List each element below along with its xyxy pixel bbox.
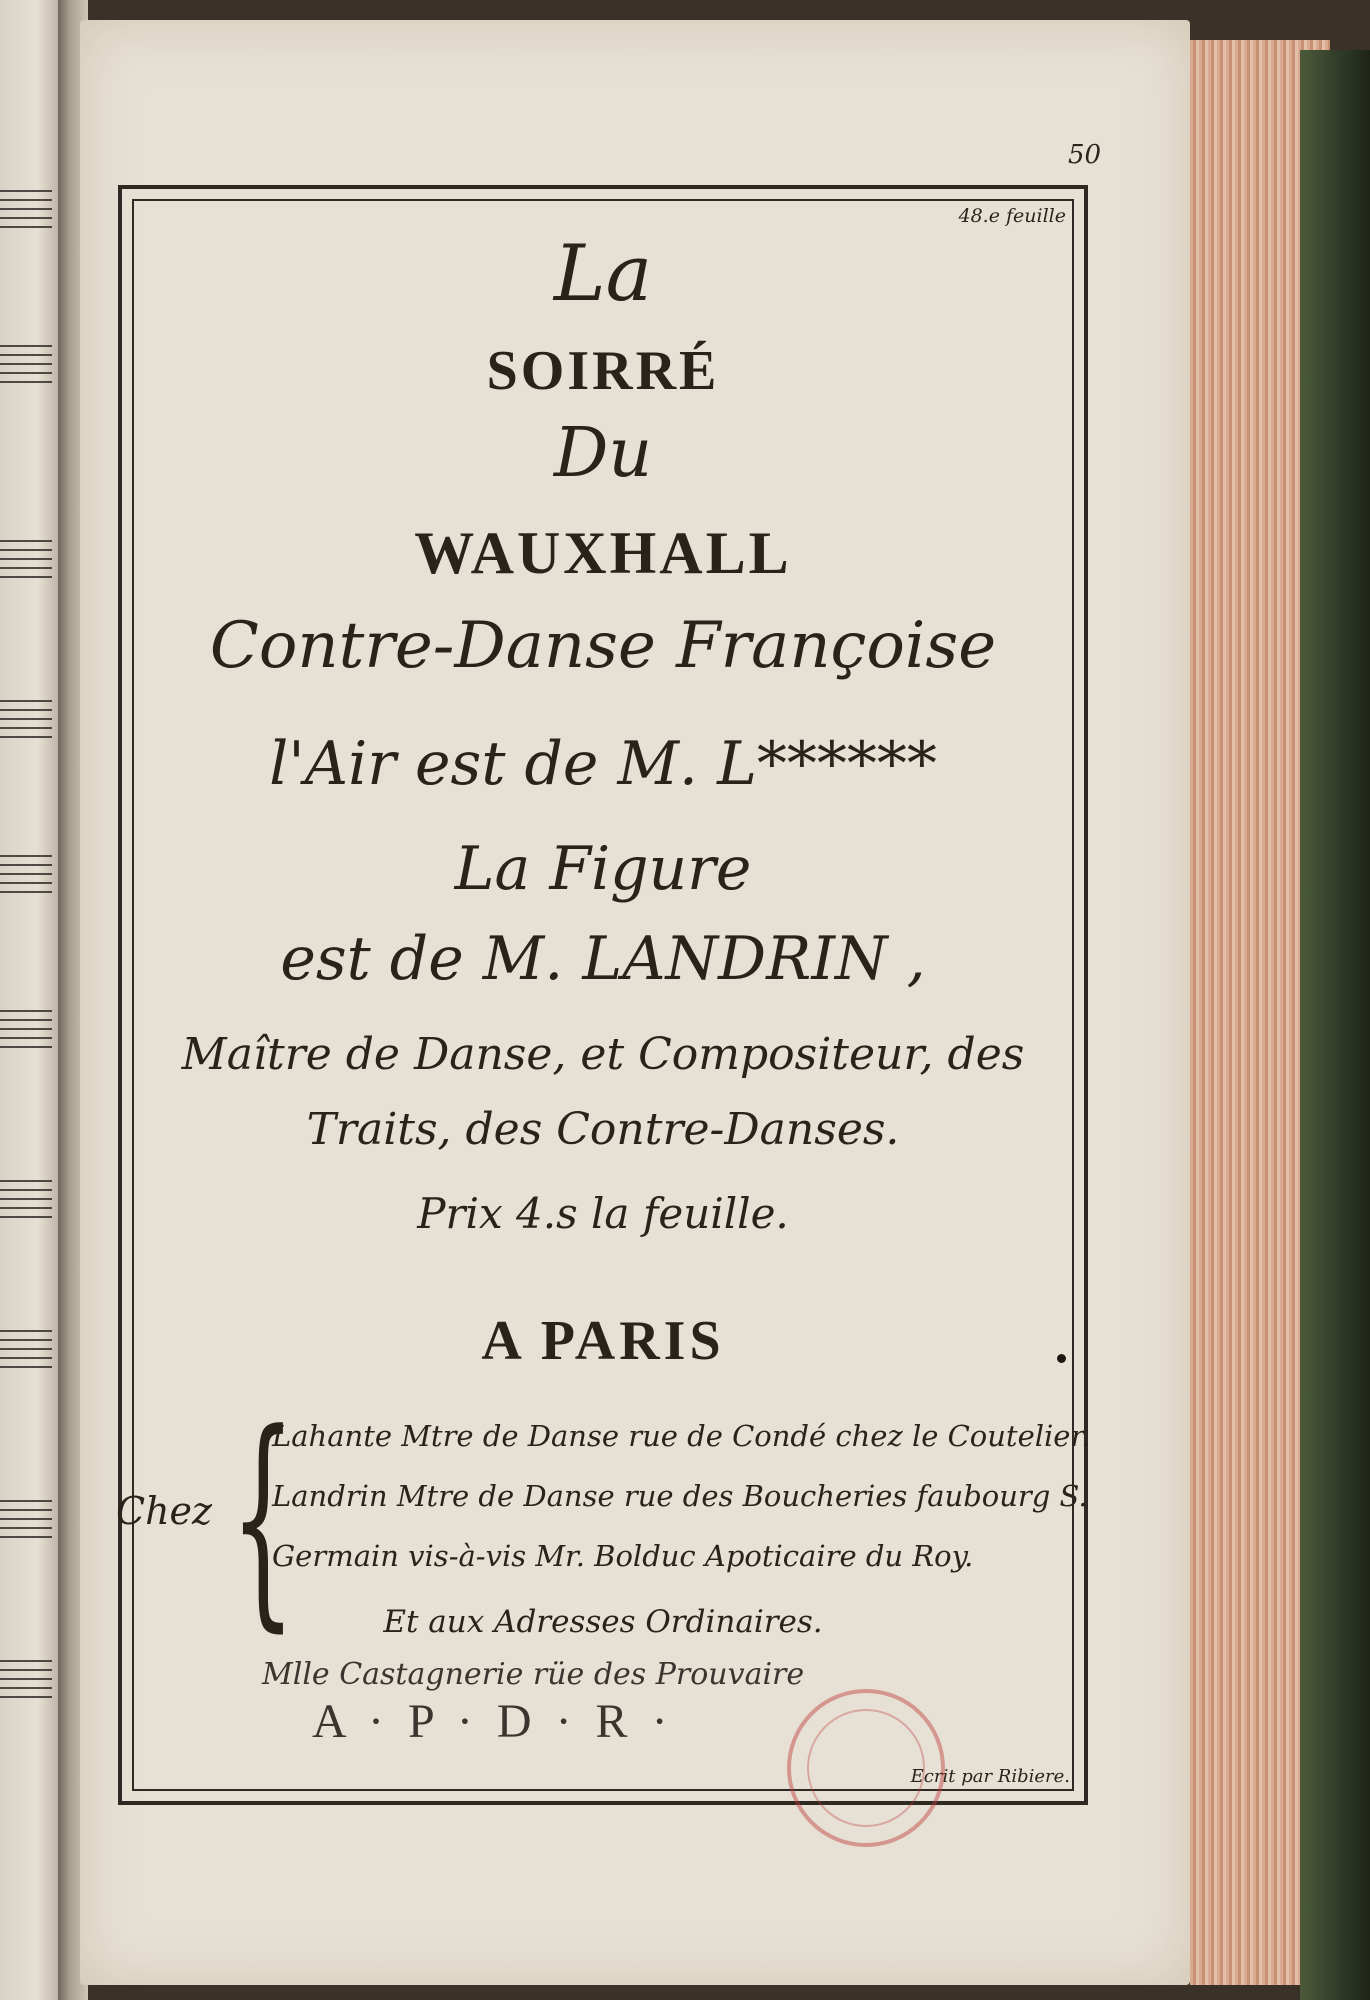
music-staff [0, 1500, 52, 1540]
credit-figure-by: est de M. LANDRIN , [280, 924, 926, 994]
title-soirre: SOIRRÉ [486, 340, 720, 402]
credit-figure: La Figure [454, 834, 752, 904]
music-staff [0, 1330, 52, 1370]
music-staff [0, 540, 52, 580]
imprint-ordinaires: Et aux Adresses Ordinaires. [383, 1604, 823, 1640]
privilege-mark: A · P · D · R · [312, 1695, 674, 1748]
credit-air: l'Air est de M. L****** [269, 729, 937, 799]
imprint-address: Landrin Mtre de Danse rue des Boucheries faubourg S. [272, 1479, 1088, 1513]
engraver-credit: Ecrit par Ribiere. [910, 1766, 1070, 1787]
imprint-address: Lahante Mtre de Danse rue de Condé chez le Coutelier. [272, 1419, 1091, 1453]
ink-dot [1057, 1354, 1066, 1363]
music-staff [0, 345, 52, 385]
imprint-castagnerie: Mlle Castagnerie rüe des Prouvaire [262, 1657, 805, 1692]
credit-traits: Traits, des Contre-Danses. [306, 1104, 900, 1155]
facing-page-music [0, 0, 62, 2000]
page-number: 50 [1068, 140, 1102, 170]
music-staff [0, 855, 52, 895]
music-staff [0, 1010, 52, 1050]
imprint-address: Germain vis-à-vis Mr. Bolduc Apoticaire du Roy. [272, 1539, 974, 1573]
music-staff [0, 190, 52, 230]
sheet-label: 48.e feuille [958, 205, 1066, 227]
music-staff [0, 1660, 52, 1700]
title-du: Du [553, 414, 653, 493]
brace-icon: { [230, 1385, 296, 1652]
music-staff [0, 700, 52, 740]
imprint-city: A PARIS [481, 1310, 725, 1372]
music-staff [0, 1180, 52, 1220]
engraved-frame [116, 185, 1091, 1805]
title-contredanse: Contre-Danse Françoise [209, 609, 997, 683]
imprint-chez: Chez [116, 1489, 213, 1533]
library-stamp-icon [787, 1689, 945, 1847]
credit-maitre: Maître de Danse, et Compositeur, des [181, 1029, 1025, 1080]
title-la: La [553, 229, 653, 319]
book-cover-edge [1300, 50, 1370, 2000]
price: Prix 4.s la feuille. [417, 1189, 789, 1238]
title-wauxhall: WAUXHALL [414, 520, 792, 586]
